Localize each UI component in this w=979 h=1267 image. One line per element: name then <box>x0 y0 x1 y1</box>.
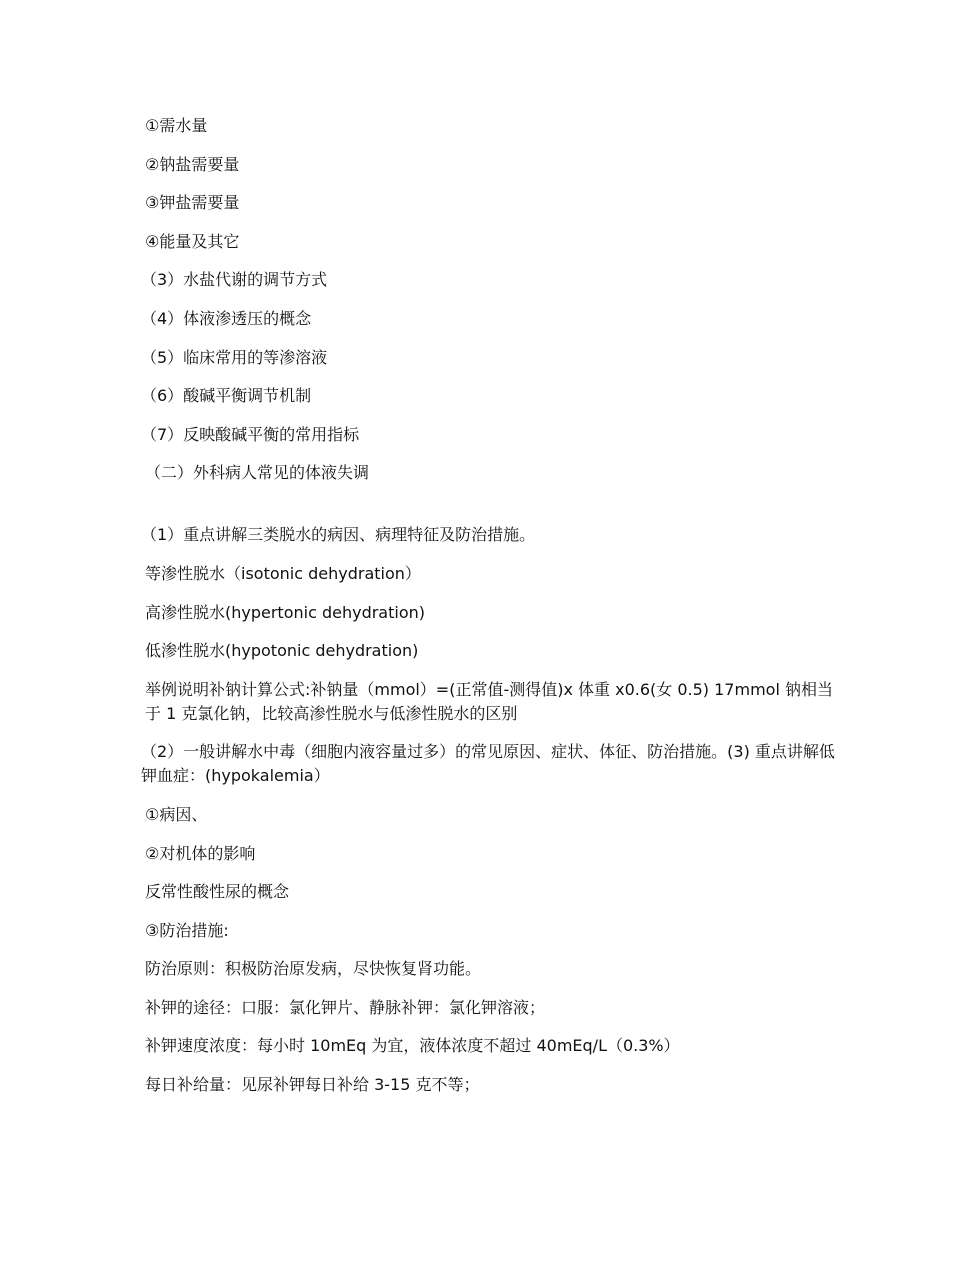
paragraph-energy-other: ④能量及其它 <box>145 231 240 251</box>
paragraph-isotonic-dehydration: 等渗性脱水（isotonic dehydration） <box>145 563 421 583</box>
paragraph-daily-dose: 每日补给量：见尿补钾每日补给 3-15 克不等； <box>145 1075 480 1095</box>
document-body <box>141 114 845 1112</box>
paragraph-potassium-rate: 补钾速度浓度：每小时 10mEq 为宜，液体浓度不超过 40mEq/L（0.3%） <box>145 1036 680 1056</box>
paragraph-hypertonic-dehydration: 高渗性脱水(hypertonic dehydration) <box>145 602 426 622</box>
paragraph-hypotonic-dehydration: 低渗性脱水(hypotonic dehydration) <box>145 641 419 661</box>
paragraph-regulation-methods: （3）水盐代谢的调节方式 <box>141 270 328 290</box>
paragraph-water-requirement: ①需水量 <box>145 116 208 135</box>
section-heading-fluid-imbalance: （二）外科病人常见的体液失调 <box>145 463 370 483</box>
paragraph-sodium-formula: 举例说明补钠计算公式:补钠量（mmol）=(正常值-测得值)x 体重 x0.6(女 0.5) 17mmol 钠相当于 1 克氯化钠，比较高渗性脱水与低渗性脱水的区别 <box>145 679 833 723</box>
paragraph-body-effects: ②对机体的影响 <box>145 843 256 863</box>
paragraph-prevention-measures: ③防治措施: <box>145 920 229 940</box>
paragraph-acid-base-mechanism: （6）酸碱平衡调节机制 <box>141 386 312 406</box>
paragraph-paradoxical-aciduria: 反常性酸性尿的概念 <box>145 882 290 902</box>
paragraph-water-intoxication: （2）一般讲解水中毒（细胞内液容量过多）的常见原因、症状、体征、防治措施。(3) 重点讲解低钾血症：(hypokalemia） <box>141 742 835 786</box>
paragraph-potassium-route: 补钾的途径：口服：氯化钾片、静脉补钾：氯化钾溶液； <box>145 997 546 1017</box>
paragraph-sodium-requirement: ②钠盐需要量 <box>145 154 240 174</box>
paragraph-potassium-requirement: ③钾盐需要量 <box>145 193 240 213</box>
paragraph-isotonic-solutions: （5）临床常用的等渗溶液 <box>141 347 328 367</box>
paragraph-dehydration-overview: （1）重点讲解三类脱水的病因、病理特征及防治措施。 <box>141 525 536 545</box>
paragraph-prevention-principle: 防治原则：积极防治原发病，尽快恢复肾功能。 <box>145 959 482 979</box>
paragraph-acid-base-indicators: （7）反映酸碱平衡的常用指标 <box>141 424 360 444</box>
paragraph-osmotic-pressure: （4）体液渗透压的概念 <box>141 308 312 328</box>
paragraph-cause: ①病因、 <box>145 804 208 824</box>
